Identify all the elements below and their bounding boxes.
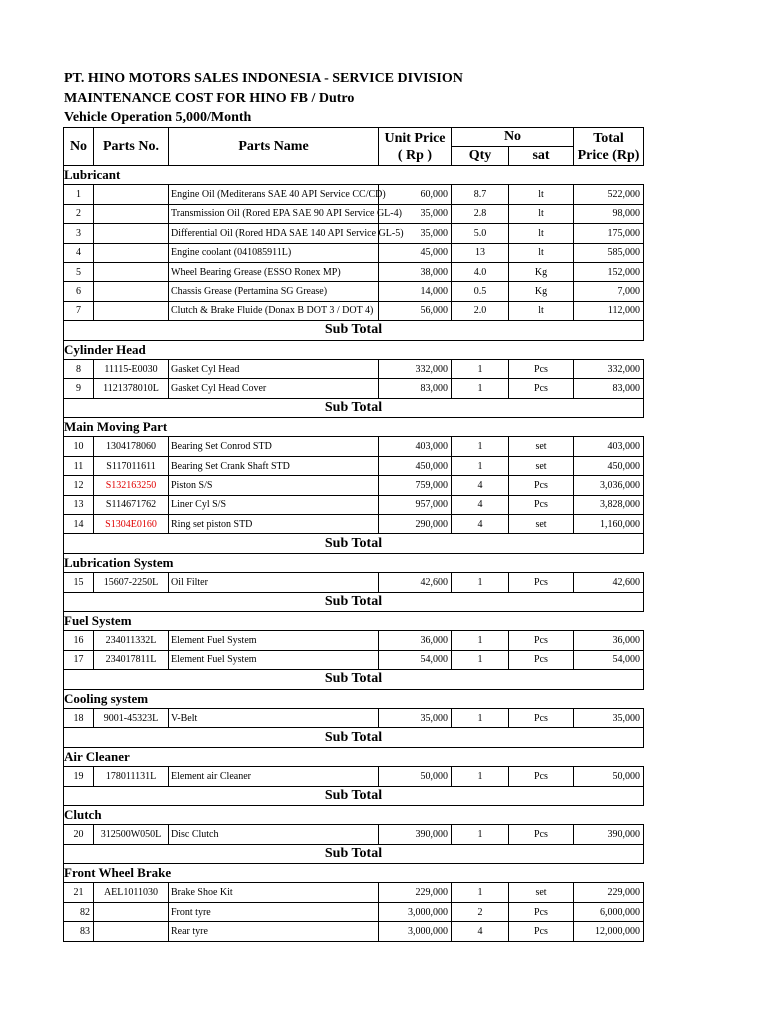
total-price: 403,000 [574, 437, 644, 456]
subtotal-row [64, 844, 644, 863]
unit-price: 42,600 [379, 573, 452, 592]
col-qty-header: Qty [452, 147, 509, 166]
unit-price: 403,000 [379, 437, 452, 456]
section-header-row [64, 805, 644, 824]
total-price: 152,000 [574, 262, 644, 281]
total-price: 1,160,000 [574, 515, 644, 534]
part-number: 234017811L [94, 650, 169, 669]
quantity: 2.0 [452, 301, 509, 320]
total-price: 450,000 [574, 456, 644, 475]
unit-price: 38,000 [379, 262, 452, 281]
table-row [64, 573, 644, 592]
part-name: Element air Cleaner [169, 767, 379, 786]
item-number: 7 [64, 301, 94, 320]
total-price: 6,000,000 [574, 902, 644, 921]
subtotal-label: Sub Total [64, 844, 644, 863]
col-parts-name-header: Parts Name [169, 128, 379, 166]
table-row [64, 243, 644, 262]
section-title: Main Moving Part [64, 418, 644, 437]
total-price: 229,000 [574, 883, 644, 902]
section-header-row [64, 747, 644, 766]
subtotal-row [64, 398, 644, 417]
part-name: Piston S/S [169, 476, 379, 495]
part-name: Bearing Set Crank Shaft STD [169, 456, 379, 475]
unit: lt [509, 301, 574, 320]
subtotal-label: Sub Total [64, 534, 644, 553]
part-number: S132163250 [94, 476, 169, 495]
part-name: Engine coolant (041085911L) [169, 243, 379, 262]
quantity: 4 [452, 495, 509, 514]
table-row [64, 262, 644, 281]
part-number [94, 922, 169, 941]
unit: set [509, 515, 574, 534]
total-price: 112,000 [574, 301, 644, 320]
section-title: Air Cleaner [64, 747, 644, 766]
part-number: S1304E0160 [94, 515, 169, 534]
quantity: 13 [452, 243, 509, 262]
part-number: S117011611 [94, 456, 169, 475]
part-number: 9001-45323L [94, 708, 169, 727]
unit-price: 36,000 [379, 631, 452, 650]
subtotal-row [64, 321, 644, 340]
part-number: 312500W050L [94, 825, 169, 844]
part-name: Differential Oil (Rored HDA SAE 140 API Service GL-5) [169, 224, 379, 243]
unit-price: 35,000 [379, 224, 452, 243]
col-sat-header: sat [509, 147, 574, 166]
item-number: 4 [64, 243, 94, 262]
total-price: 35,000 [574, 708, 644, 727]
part-number: AEL1011030 [94, 883, 169, 902]
item-number: 12 [64, 476, 94, 495]
table-row [64, 650, 644, 669]
part-number: 178011131L [94, 767, 169, 786]
table-row [64, 456, 644, 475]
col-parts-no-header: Parts No. [94, 128, 169, 166]
subtotal-row [64, 592, 644, 611]
total-price: 12,000,000 [574, 922, 644, 941]
col-no-header: No [64, 128, 94, 166]
unit-price: 83,000 [379, 379, 452, 398]
maintenance-cost-table [63, 127, 644, 942]
part-number: S114671762 [94, 495, 169, 514]
table-row [64, 708, 644, 727]
part-name: Gasket Cyl Head Cover [169, 379, 379, 398]
col-no-group-header: No [452, 128, 574, 147]
item-number: 18 [64, 708, 94, 727]
subtotal-row [64, 786, 644, 805]
total-price: 7,000 [574, 282, 644, 301]
section-title: Cooling system [64, 689, 644, 708]
item-number: 5 [64, 262, 94, 281]
unit: Pcs [509, 922, 574, 941]
section-header-row [64, 166, 644, 185]
quantity: 1 [452, 573, 509, 592]
quantity: 1 [452, 631, 509, 650]
item-number: 82 [64, 902, 94, 921]
unit: Kg [509, 282, 574, 301]
quantity: 5.0 [452, 224, 509, 243]
part-name: Rear tyre [169, 922, 379, 941]
item-number: 13 [64, 495, 94, 514]
unit-price: 54,000 [379, 650, 452, 669]
part-number [94, 204, 169, 223]
unit-price: 3,000,000 [379, 922, 452, 941]
item-number: 8 [64, 359, 94, 378]
item-number: 9 [64, 379, 94, 398]
part-number [94, 301, 169, 320]
section-title: Cylinder Head [64, 340, 644, 359]
unit: Pcs [509, 650, 574, 669]
unit: set [509, 456, 574, 475]
subtotal-label: Sub Total [64, 592, 644, 611]
item-number: 11 [64, 456, 94, 475]
part-name: Gasket Cyl Head [169, 359, 379, 378]
table-row [64, 476, 644, 495]
part-number: 1121378010L [94, 379, 169, 398]
part-name: Engine Oil (Mediterans SAE 40 API Service CC/CD) [169, 185, 379, 204]
table-row [64, 379, 644, 398]
item-number: 14 [64, 515, 94, 534]
quantity: 1 [452, 825, 509, 844]
item-number: 6 [64, 282, 94, 301]
quantity: 8.7 [452, 185, 509, 204]
part-name: Bearing Set Conrod STD [169, 437, 379, 456]
part-name: Element Fuel System [169, 631, 379, 650]
unit-price: 50,000 [379, 767, 452, 786]
part-name: Front tyre [169, 902, 379, 921]
unit-price: 229,000 [379, 883, 452, 902]
table-row [64, 185, 644, 204]
total-price: 3,036,000 [574, 476, 644, 495]
unit: Pcs [509, 825, 574, 844]
subtotal-row [64, 670, 644, 689]
part-number [94, 185, 169, 204]
part-number [94, 282, 169, 301]
unit-price: 14,000 [379, 282, 452, 301]
total-price: 3,828,000 [574, 495, 644, 514]
quantity: 1 [452, 359, 509, 378]
operation-subtitle: Vehicle Operation 5,000/Month [64, 110, 252, 125]
unit: lt [509, 185, 574, 204]
unit-price: 35,000 [379, 708, 452, 727]
item-number: 10 [64, 437, 94, 456]
section-title: Fuel System [64, 611, 644, 630]
unit: Kg [509, 262, 574, 281]
unit: Pcs [509, 359, 574, 378]
item-number: 15 [64, 573, 94, 592]
total-price: 175,000 [574, 224, 644, 243]
quantity: 1 [452, 883, 509, 902]
part-number [94, 224, 169, 243]
total-price: 36,000 [574, 631, 644, 650]
unit: set [509, 437, 574, 456]
table-row [64, 224, 644, 243]
quantity: 1 [452, 437, 509, 456]
unit-price: 332,000 [379, 359, 452, 378]
item-number: 20 [64, 825, 94, 844]
item-number: 17 [64, 650, 94, 669]
item-number: 83 [64, 922, 94, 941]
part-name: Disc Clutch [169, 825, 379, 844]
unit-price: 60,000 [379, 185, 452, 204]
part-name: Ring set piston STD [169, 515, 379, 534]
section-header-row [64, 340, 644, 359]
section-header-row [64, 553, 644, 572]
part-number: 1304178060 [94, 437, 169, 456]
total-price: 332,000 [574, 359, 644, 378]
quantity: 1 [452, 456, 509, 475]
total-price: 98,000 [574, 204, 644, 223]
unit-price: 450,000 [379, 456, 452, 475]
total-price: 585,000 [574, 243, 644, 262]
subtotal-row [64, 534, 644, 553]
table-row [64, 437, 644, 456]
total-price: 42,600 [574, 573, 644, 592]
table-row [64, 883, 644, 902]
unit-price-label: Unit Price [384, 130, 446, 146]
quantity: 1 [452, 767, 509, 786]
part-name: Clutch & Brake Fluide (Donax B DOT 3 / DOT 4) [169, 301, 379, 320]
subtotal-label: Sub Total [64, 321, 644, 340]
unit-price: 45,000 [379, 243, 452, 262]
section-header-row [64, 418, 644, 437]
part-number [94, 262, 169, 281]
item-number: 19 [64, 767, 94, 786]
table-row [64, 902, 644, 921]
unit: Pcs [509, 495, 574, 514]
quantity: 4.0 [452, 262, 509, 281]
item-number: 3 [64, 224, 94, 243]
quantity: 2 [452, 902, 509, 921]
unit: Pcs [509, 902, 574, 921]
item-number: 21 [64, 883, 94, 902]
item-number: 16 [64, 631, 94, 650]
unit: Pcs [509, 573, 574, 592]
col-total-header [574, 128, 644, 166]
part-number [94, 902, 169, 921]
part-number: 234011332L [94, 631, 169, 650]
section-title: Lubrication System [64, 553, 644, 572]
part-name: Liner Cyl S/S [169, 495, 379, 514]
col-unit-price-header [379, 128, 452, 166]
part-number: 15607-2250L [94, 573, 169, 592]
total-price: 50,000 [574, 767, 644, 786]
total-price-label: Price (Rp) [577, 147, 640, 163]
company-title: PT. HINO MOTORS SALES INDONESIA - SERVICE DIVISION [64, 71, 463, 86]
quantity: 1 [452, 650, 509, 669]
unit-price: 390,000 [379, 825, 452, 844]
unit-price: 759,000 [379, 476, 452, 495]
table-row [64, 825, 644, 844]
table-row [64, 631, 644, 650]
unit-price: 56,000 [379, 301, 452, 320]
unit: Pcs [509, 476, 574, 495]
part-name: Element Fuel System [169, 650, 379, 669]
part-name: Transmission Oil (Rored EPA SAE 90 API Service GL-4) [169, 204, 379, 223]
unit-price: 957,000 [379, 495, 452, 514]
quantity: 1 [452, 708, 509, 727]
item-number: 2 [64, 204, 94, 223]
total-label: Total [593, 130, 624, 146]
subtotal-label: Sub Total [64, 670, 644, 689]
quantity: 0.5 [452, 282, 509, 301]
part-name: Brake Shoe Kit [169, 883, 379, 902]
section-header-row [64, 864, 644, 883]
quantity: 1 [452, 379, 509, 398]
unit: lt [509, 204, 574, 223]
total-price: 83,000 [574, 379, 644, 398]
section-header-row [64, 611, 644, 630]
part-name: V-Belt [169, 708, 379, 727]
section-header-row [64, 689, 644, 708]
unit-price: 35,000 [379, 204, 452, 223]
unit: set [509, 883, 574, 902]
unit: lt [509, 243, 574, 262]
unit: lt [509, 224, 574, 243]
quantity: 4 [452, 476, 509, 495]
report-title: MAINTENANCE COST FOR HINO FB / Dutro [64, 91, 355, 106]
table-row [64, 922, 644, 941]
unit-price-currency: ( Rp ) [397, 147, 433, 163]
subtotal-row [64, 728, 644, 747]
table-row [64, 282, 644, 301]
part-number: 11115-E0030 [94, 359, 169, 378]
total-price: 522,000 [574, 185, 644, 204]
quantity: 4 [452, 515, 509, 534]
unit: Pcs [509, 767, 574, 786]
part-name: Oil Filter [169, 573, 379, 592]
header-row [64, 128, 644, 147]
unit: Pcs [509, 708, 574, 727]
unit: Pcs [509, 631, 574, 650]
unit-price: 3,000,000 [379, 902, 452, 921]
quantity: 4 [452, 922, 509, 941]
table-row [64, 204, 644, 223]
section-title: Front Wheel Brake [64, 864, 644, 883]
part-name: Wheel Bearing Grease (ESSO Ronex MP) [169, 262, 379, 281]
total-price: 390,000 [574, 825, 644, 844]
subtotal-label: Sub Total [64, 728, 644, 747]
table-row [64, 515, 644, 534]
table-row [64, 359, 644, 378]
total-price: 54,000 [574, 650, 644, 669]
item-number: 1 [64, 185, 94, 204]
subtotal-label: Sub Total [64, 398, 644, 417]
quantity: 2.8 [452, 204, 509, 223]
table-row [64, 495, 644, 514]
subtotal-label: Sub Total [64, 786, 644, 805]
section-title: Lubricant [64, 166, 644, 185]
part-name: Chassis Grease (Pertamina SG Grease) [169, 282, 379, 301]
table-row [64, 767, 644, 786]
unit: Pcs [509, 379, 574, 398]
unit-price: 290,000 [379, 515, 452, 534]
section-title: Clutch [64, 805, 644, 824]
table-row [64, 301, 644, 320]
part-number [94, 243, 169, 262]
